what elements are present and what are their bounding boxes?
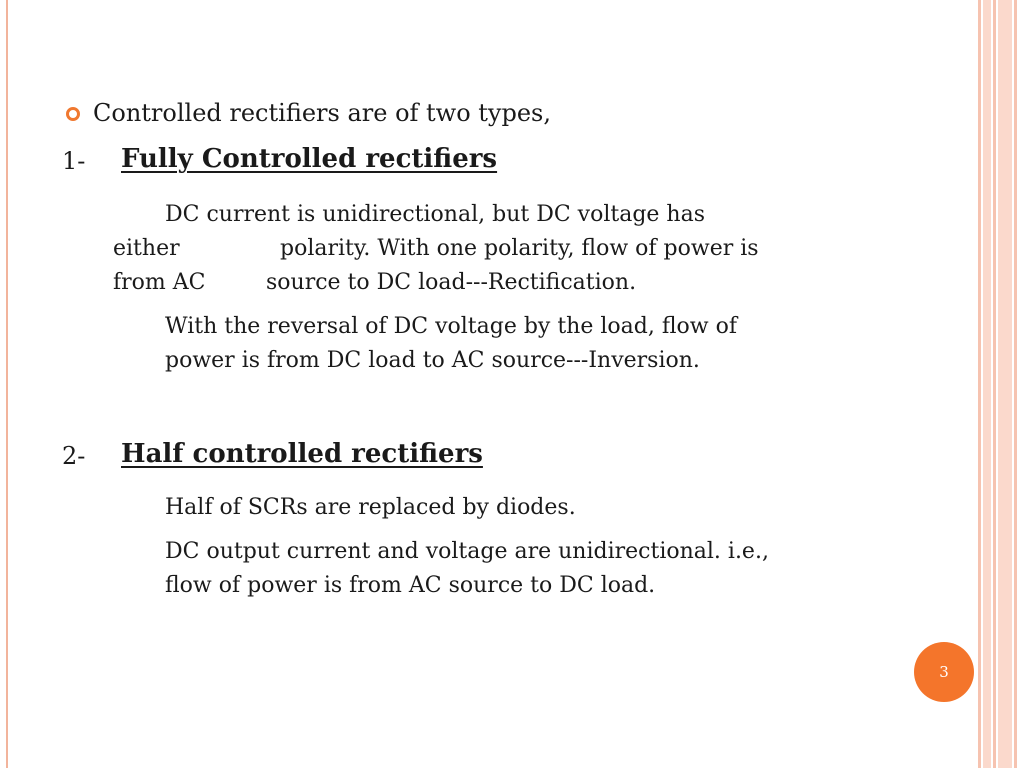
section-1-heading: Fully Controlled rectifiers [121, 144, 498, 174]
slide-number: 3 [939, 663, 949, 681]
decorative-stripe [1014, 0, 1017, 768]
intro-text: Controlled rectifiers are of two types, [93, 99, 552, 127]
section-2-paragraph-1-line-1: Half of SCRs are replaced by diodes. [165, 495, 576, 520]
section-1-paragraph-1-line-1: DC current is unidirectional, but DC voltage has [165, 202, 705, 227]
section-1-paragraph-1-line-3a: from AC [113, 270, 206, 295]
section-1-paragraph-1-line-3b: source to DC load---Rectification. [266, 270, 637, 295]
slide-number-badge [914, 642, 974, 702]
section-1-paragraph-1-line-2a: either [113, 236, 180, 261]
section-2-paragraph-2-line-1: DC output current and voltage are unidirectional. i.e., [165, 539, 769, 564]
left-border-line [6, 0, 8, 768]
decorative-stripe [998, 0, 1012, 768]
section-1-paragraph-2-line-2: power is from DC load to AC source---Inversion. [165, 348, 700, 373]
section-1-paragraph-1-line-2b: polarity. With one polarity, flow of power is [280, 236, 759, 261]
section-2-heading: Half controlled rectifiers [121, 439, 483, 469]
section-2-paragraph-2-line-2: flow of power is from AC source to DC load. [165, 573, 656, 598]
section-2-number: 2- [62, 442, 86, 470]
section-1-paragraph-2-line-1: With the reversal of DC voltage by the load, flow of [165, 314, 737, 339]
decorative-stripe [993, 0, 996, 768]
section-1-number: 1- [62, 147, 86, 175]
decorative-stripe [978, 0, 981, 768]
decorative-stripe [983, 0, 991, 768]
bullet-circle-icon [66, 107, 80, 121]
